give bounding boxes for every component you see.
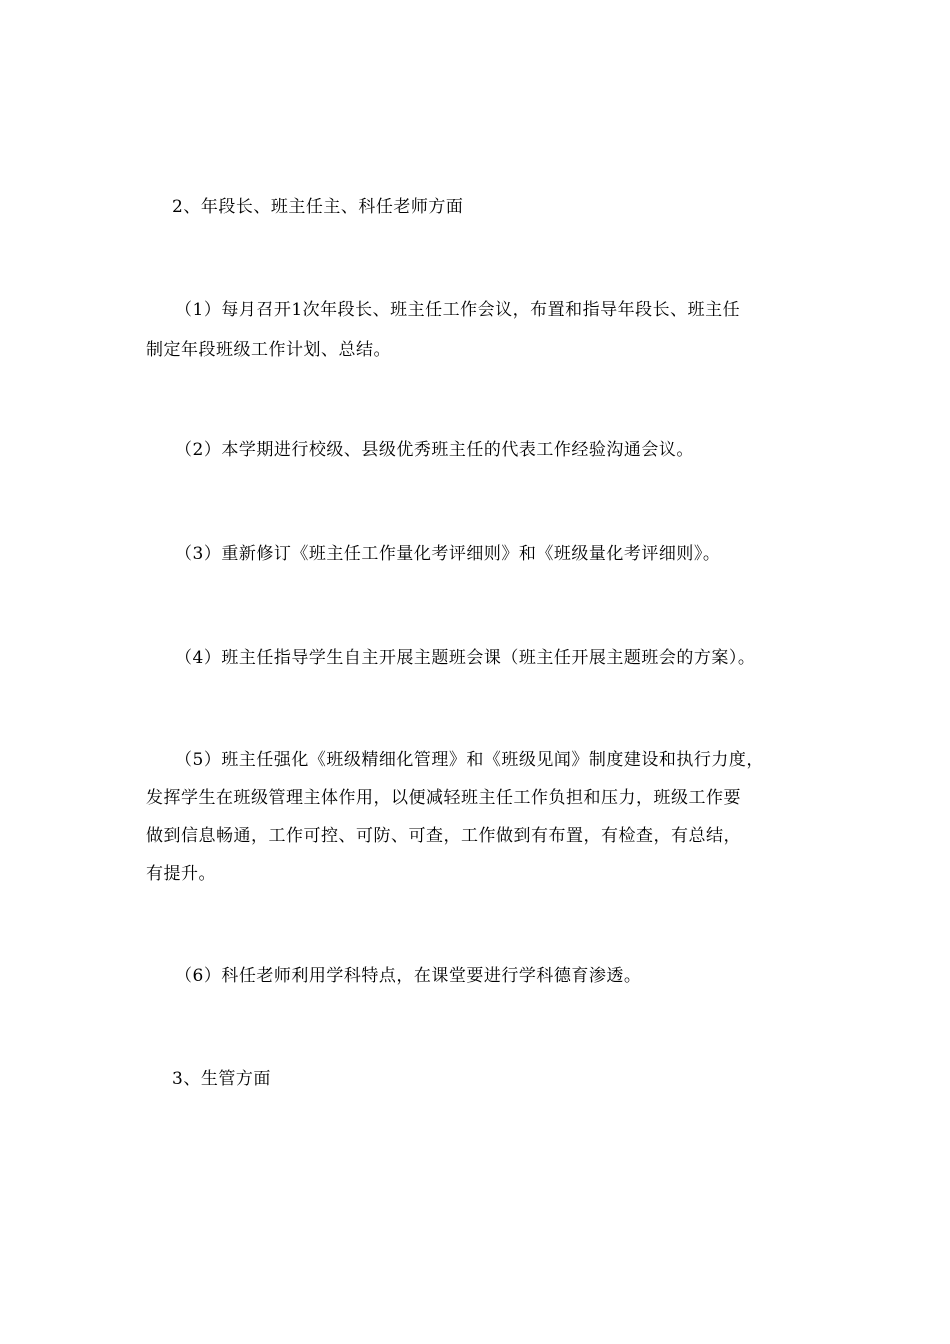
item-4-line-1: （4）班主任指导学生自主开展主题班会课（班主任开展主题班会的方案）。 [175,648,756,668]
item-1-line-2: 制定年段班级工作计划、总结。 [146,340,391,360]
item-5-line-3: 做到信息畅通，工作可控、可防、可查，工作做到有布置，有检查，有总结， [146,826,741,846]
item-6-line-1: （6）科任老师利用学科特点，在课堂要进行学科德育渗透。 [175,966,642,986]
item-3-line-1: （3）重新修订《班主任工作量化考评细则》和《班级量化考评细则》。 [175,544,721,564]
item-2-line-1: （2）本学期进行校级、县级优秀班主任的代表工作经验沟通会议。 [175,440,694,460]
item-5-line-4: 有提升。 [146,864,216,884]
section-heading-3: 3、生管方面 [172,1069,271,1089]
item-1-line-1: （1）每月召开1次年段长、班主任工作会议，布置和指导年段长、班主任 [175,300,741,320]
item-5-line-1: （5）班主任强化《班级精细化管理》和《班级见闻》制度建设和执行力度， [175,750,764,770]
section-heading-2: 2、年段长、班主任主、科任老师方面 [172,197,464,217]
item-5-line-2: 发挥学生在班级管理主体作用，以便减轻班主任工作负担和压力，班级工作要 [146,788,741,808]
